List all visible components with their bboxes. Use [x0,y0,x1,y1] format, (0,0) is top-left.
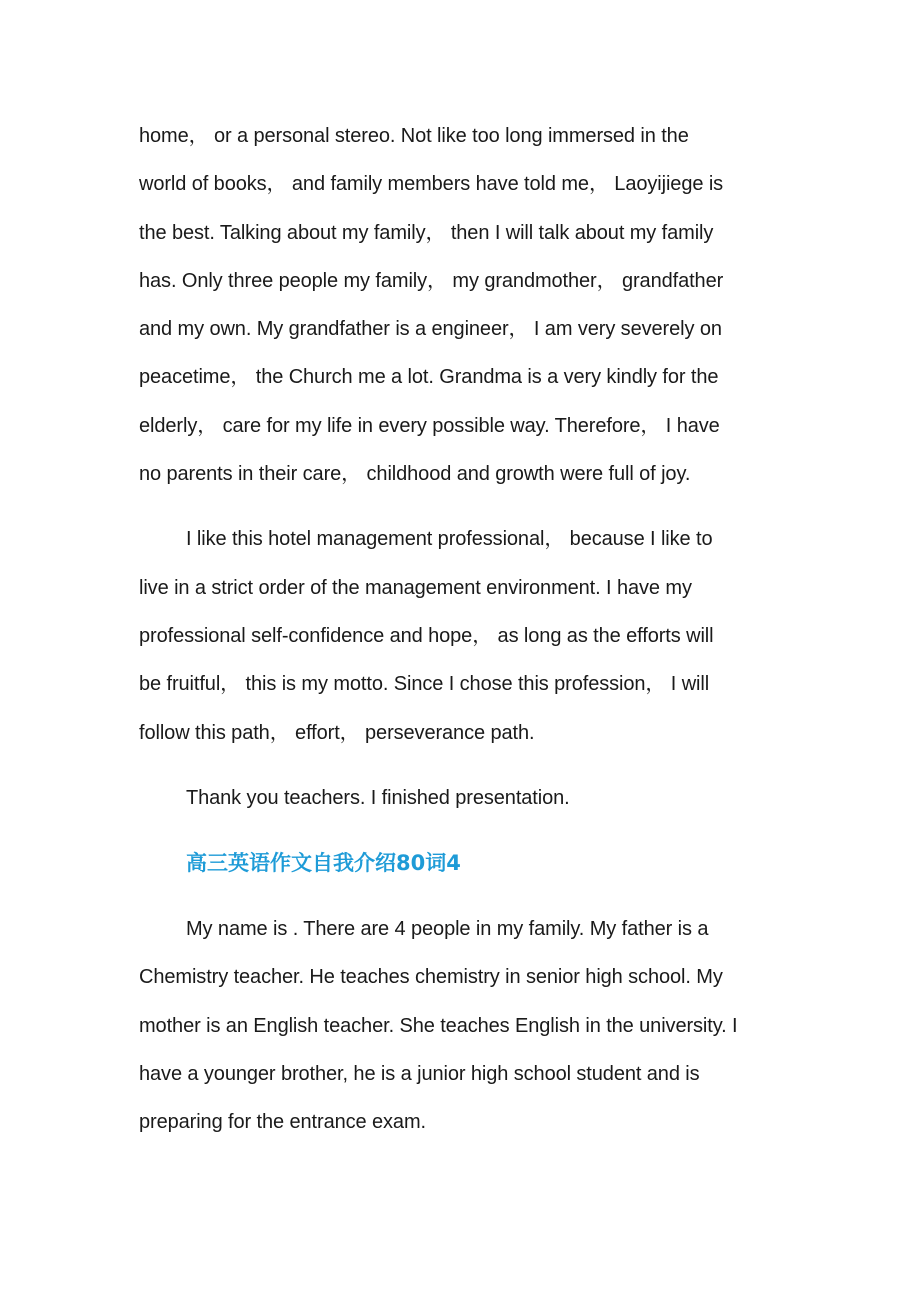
text-line: no parents in their care， childhood and growth were full of joy. [139,463,691,486]
text-line: world of books， and family members have told me， Laoyijiege is [139,173,724,196]
paragraph-profession [139,515,789,756]
text-line: Chemistry teacher. He teaches chemistry in senior high school. My [139,966,723,989]
text-line: My name is . There are 4 people in my family. My father is a [186,918,709,941]
text-line: I like this hotel management professional， because I like to [186,528,713,551]
text-line: live in a strict order of the management environment. I have my [139,576,692,599]
text-line: home， or a personal stereo. Not like too long immersed in the [139,125,689,147]
paragraph-closing [139,774,789,822]
text-line: and my own. My grandfather is a engineer， I am very severely on [139,318,722,341]
text-line: Thank you teachers. I finished presentation. [186,786,570,809]
section-heading: 高三英语作文自我介绍80词4 [186,851,461,876]
text-line: preparing for the entrance exam. [139,1111,426,1134]
document-body [139,112,789,1164]
text-line: be fruitful， this is my motto. Since I chose this profession， I will [139,673,710,696]
text-line: follow this path， effort， perseverance path. [139,721,535,744]
text-line: have a younger brother, he is a junior high school student and is [139,1063,700,1086]
paragraph-family [139,112,789,498]
text-line: peacetime， the Church me a lot. Grandma is a very kindly for the [139,366,719,389]
text-line: elderly， care for my life in every possible way. Therefore， I have [139,414,720,437]
paragraph-introduction [139,905,789,1146]
text-line: professional self-confidence and hope， as long as the efforts will [139,624,714,647]
text-line: mother is an English teacher. She teaches English in the university. I [139,1014,738,1037]
text-line: the best. Talking about my family， then I will talk about my family [139,221,714,244]
text-line: has. Only three people my family， my grandmother， grandfather [139,269,724,292]
